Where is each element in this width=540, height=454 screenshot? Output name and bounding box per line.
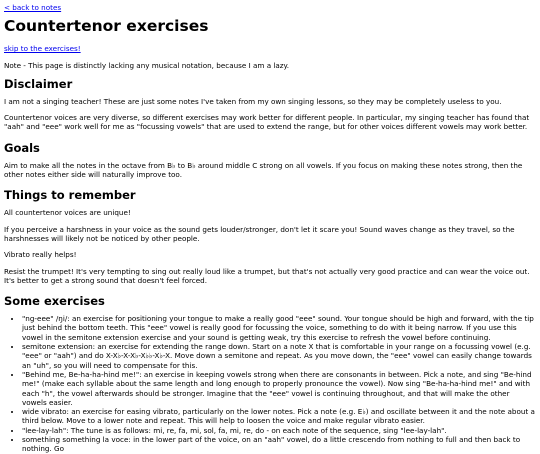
remember-paragraph-2: If you perceive a harshness in your voice as the sound gets louder/stronger, don't let it scare you! Sound waves change as they travel, so the harshnesses will likely not be noticed by other people. (4, 224, 515, 243)
goals-heading: Goals (4, 140, 40, 155)
disclaimer-paragraph-1: I am not a singing teacher! These are just some notes I've taken from my own singing lessons, so they may be completely useless to you. (4, 96, 502, 106)
lazy-note: Note - This page is distinctly lacking any musical notation, because I am a lazy. (4, 60, 290, 70)
page-title: Countertenor exercises (4, 17, 209, 36)
back-to-notes-link[interactable]: < back to notes (4, 3, 62, 12)
exercise-lee-lay-lah: • "lee-lay-lah": The tune is as follows: mi, re, fa, mi, sol, fa, mi, re, do - on each note of the sequence, sing "lee-lay-lah". (22, 426, 536, 435)
exercise-ng-eee: • "ng-eee" /ŋi/: an exercise for positioning your tongue to make a really good "eee" sound. Your tongue should be high and forward, with the tip just behind the bottom teeth. This "eee" vowel is really good for focussing the voice, something to do with it being narrow. If you use this vowel in the semitone extension exercise and your sound is getting weak, try this exercise to refresh the vowel before continuing. (22, 314, 536, 342)
exercise-la-voce: • something something la voce: in the lower part of the voice, on an "aah" vowel, do a little crescendo from nothing to full and then back to nothing. Go (22, 435, 536, 454)
exercises-heading: Some exercises (4, 294, 105, 309)
exercise-wide-vibrato: • wide vibrato: an exercise for easing vibrato, particularly on the lower notes. Pick a note (e.g. E♭) and oscillate between it and the note about a third below. Move to a lower note and repeat. This will help to loosen the voice and make regular vibrato easier. (22, 407, 536, 426)
skip-to-exercises-link[interactable]: skip to the exercises! (4, 44, 81, 54)
disclaimer-heading: Disclaimer (4, 76, 73, 91)
things-to-remember-heading: Things to remember (4, 188, 136, 203)
exercise-behind-me: • "Behind me, Be-ha-ha-hind me!": an exercise in keeping vowels strong when there are consonants in between. Pick a note, and sing "Be-hind me!" (make each syllable about the same length and long enough to properly pronounce the vowel). Now sing "Be-ha-ha-hind me!" and with each "h", the vowel afterwards should be stronger. Imagine that the "eee" vowel is continuing throughout, and that will make the other vowels easier. (22, 370, 536, 407)
remember-paragraph-3: Vibrato really helps! (4, 250, 77, 260)
exercises-list (4, 314, 536, 453)
disclaimer-paragraph-2: Countertenor voices are very diverse, so different exercises may work better for different people. In particular, my singing teacher has found that "aah" and "eee" work well for me as "focussing vowels" that are used to extend the range, but for other voices different vowels may work better. (4, 113, 530, 132)
remember-paragraph-4: Resist the trumpet! It's very tempting to sing out really loud like a trumpet, but that's not actually very good practice and can wear the voice out. It's better to get a strong sound that doesn't feel forced. (4, 266, 530, 285)
remember-paragraph-1: All countertenor voices are unique! (4, 208, 131, 218)
goals-paragraph: Aim to make all the notes in the octave from B♭ to B♭ around middle C strong on all vowels. If you focus on making these notes strong, then the other notes either side will naturally improve too. (4, 160, 523, 180)
exercise-semitone-extension: • semitone extension: an exercise for extending the range down. Start on a note X that is comfortable in your range on a focussing vowel (e.g. "eee" or "aah") and do X-X♭-X-X♭-X♭♭-X♭-X. Move down a semitone and repeat. As you move down, the "eee" vowel can easily change towards an "uh", so you will need to compensate for this. (22, 342, 536, 370)
